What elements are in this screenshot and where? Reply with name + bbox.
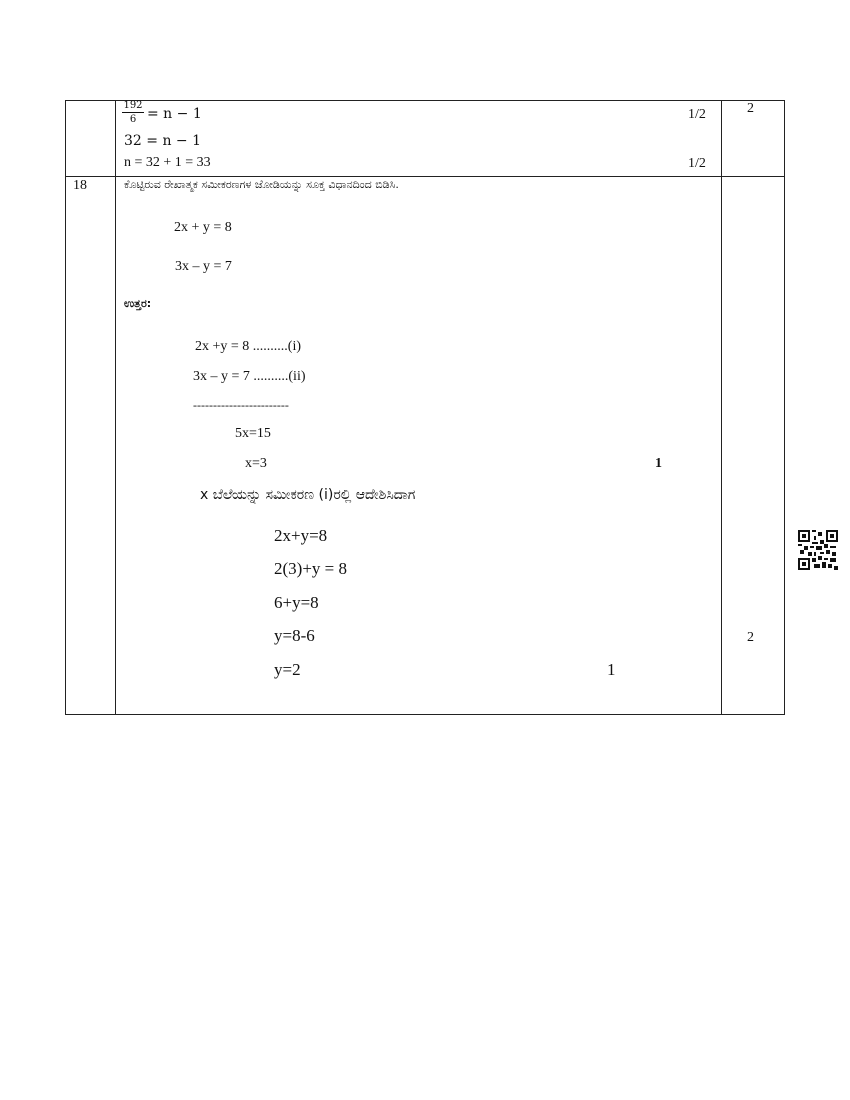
total-marks-b: 2 [747, 630, 754, 645]
sum-equation: 5x=15 [235, 426, 271, 441]
table-col-divider-1 [115, 100, 116, 715]
substitution-step-5: y=2 [274, 660, 301, 679]
mark-half-2: 1/2 [688, 156, 706, 171]
table-left-border [65, 100, 66, 715]
fraction-numerator: 192 [123, 100, 143, 111]
step-line-2: 32 = n − 1 [124, 133, 201, 149]
substitution-step-3: 6+y=8 [274, 593, 319, 612]
table-bottom-border [65, 714, 785, 715]
substitution-step-1: 2x+y=8 [274, 526, 328, 545]
fraction-denominator: 6 [129, 114, 137, 125]
table-col-divider-2 [721, 100, 722, 715]
answer-label: ಉತ್ತರ: [124, 297, 152, 310]
table-row-divider [65, 176, 785, 177]
fraction [122, 100, 144, 125]
question-text: ಕೊಟ್ಟಿರುವ ರೇಖಾತ್ಮಕ ಸಮೀಕರಣಗಳ ಜೋಡಿಯನ್ನು ಸೂಕ್ತ ವಿಧಾನದಿಂದ ಬಿಡಿಸಿ. [124, 178, 399, 191]
equation-2: 3x – y = 7 [175, 259, 232, 274]
x-value: x=3 [245, 456, 267, 471]
step-line-3: n = 32 + 1 = 33 [124, 155, 211, 170]
mark-x: 1 [655, 456, 662, 471]
dashed-separator: ------------------------ [193, 398, 289, 412]
table-right-border [784, 100, 785, 715]
fraction-rhs: = n − 1 [147, 106, 202, 122]
mark-y: 1 [607, 660, 616, 679]
total-marks-a: 2 [747, 101, 754, 116]
substitution-step-2: 2(3)+y = 8 [274, 559, 347, 578]
answer-equation-1: 2x +y = 8 ..........(i) [195, 339, 302, 354]
mark-half-1: 1/2 [688, 107, 706, 122]
substitution-step-4: y=8-6 [274, 626, 315, 645]
substitute-text: x ಬೆಲೆಯನ್ನು ಸಮೀಕರಣ (i)ರಲ್ಲಿ ಆದೇಶಿಸಿದಾಗ [200, 487, 416, 503]
equation-1: 2x + y = 8 [174, 220, 232, 235]
answer-equation-2: 3x – y = 7 ..........(ii) [193, 369, 306, 384]
table-top-border [65, 100, 785, 101]
question-number: 18 [73, 178, 87, 193]
qr-code-icon [798, 530, 838, 570]
